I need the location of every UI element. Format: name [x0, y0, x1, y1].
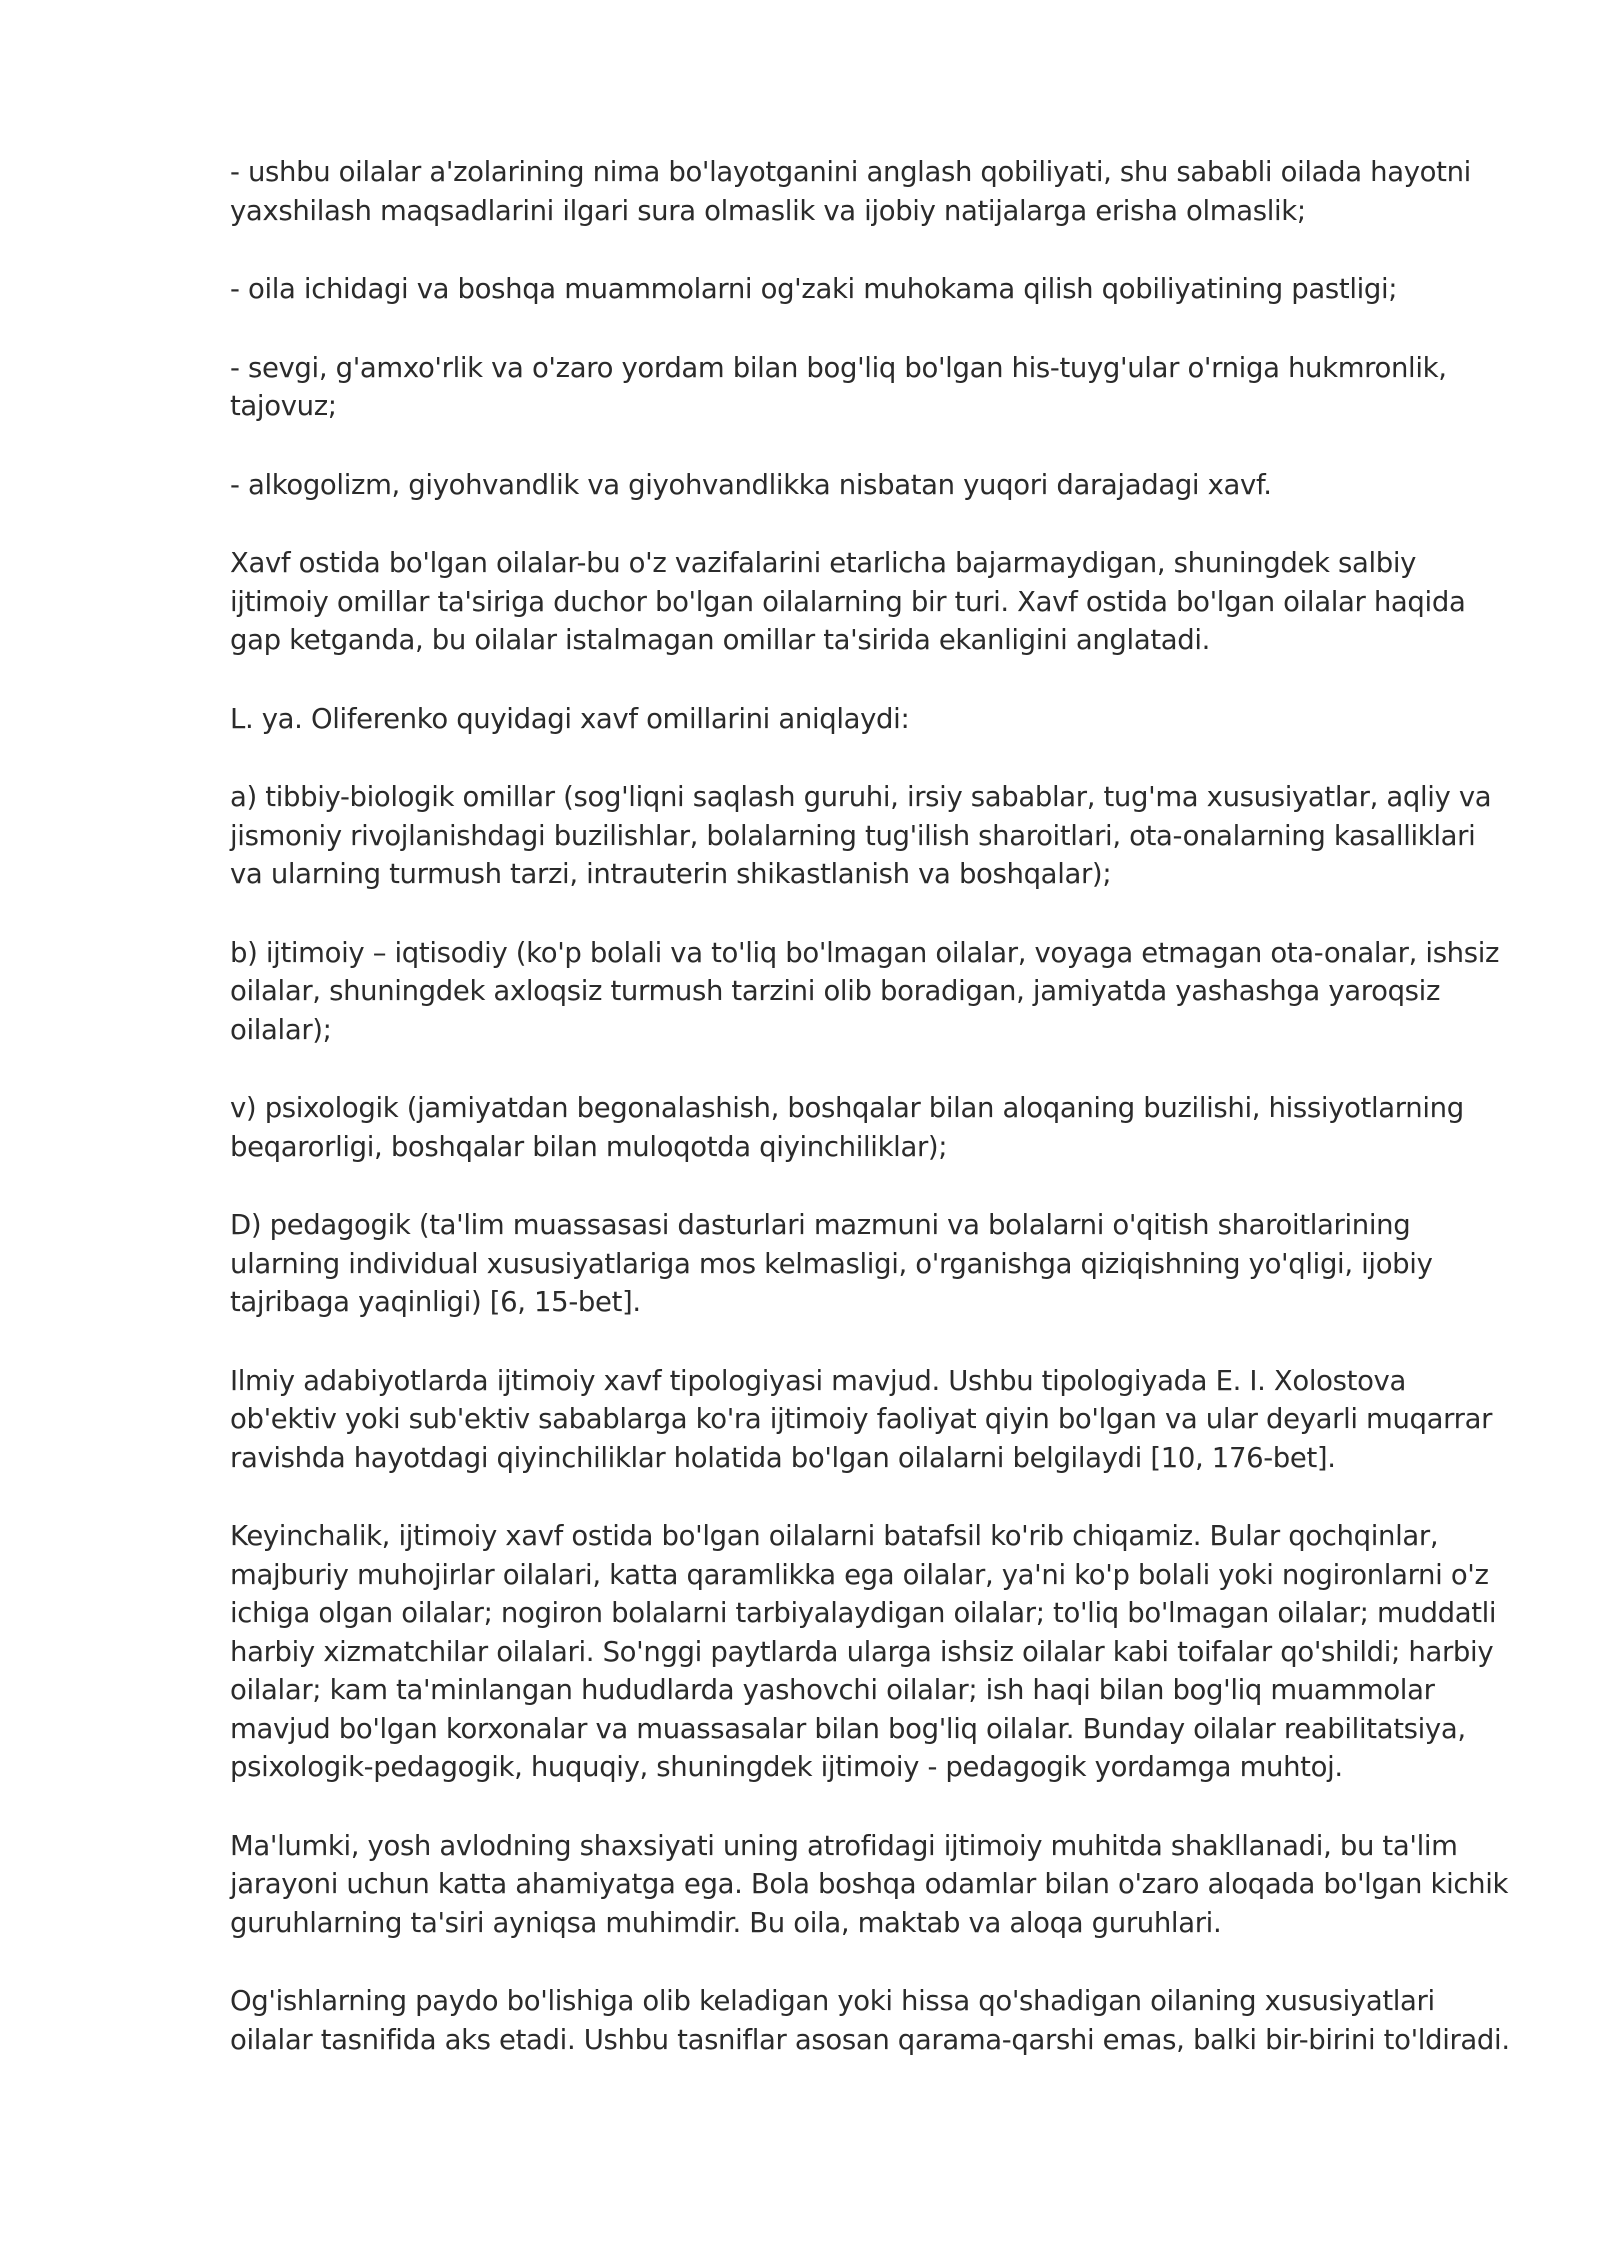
paragraph-3: - sevgi, g'amxo'rlik va o'zaro yordam bilan bog'liq bo'lgan his-tuyg'ular o'rniga hukmronlik, tajovuz; [230, 351, 1447, 422]
paragraph-8: b) ijtimoiy – iqtisodiy (ko'p bolali va to'liq bo'lmagan oilalar, voyaga etmagan ota-onalar, ishsiz oilalar, shuningdek axloqsiz turmush tarzini olib boradigan, jamiyatda yashashga yaroqsiz oilalar); [230, 936, 1500, 1046]
paragraph-13: Ma'lumki, yosh avlodning shaxsiyati uning atrofidagi ijtimoiy muhitda shakllanadi, bu ta'lim jarayoni uchun katta ahamiyatga ega. Bola boshqa odamlar bilan o'zaro aloqada bo'lgan kichik guruhlarning ta'siri ayniqsa muhimdir. Bu oila, maktab va aloqa guruhlari. [230, 1829, 1509, 1939]
paragraph-10: D) pedagogik (ta'lim muassasasi dasturlari mazmuni va bolalarni o'qitish sharoitlarining ularning individual xususiyatlariga mos kelmasligi, o'rganishga qiziqishning yo'qligi, ijobiy tajribaga yaqinligi) [6, 15-bet]. [230, 1209, 1433, 1318]
paragraph-2: - oila ichidagi va boshqa muammolarni og'zaki muhokama qilish qobiliyatining pastligi; [230, 273, 1398, 305]
paragraph-5: Xavf ostida bo'lgan oilalar-bu o'z vazifalarini etarlicha bajarmaydigan, shuningdek salbiy ijtimoiy omillar ta'siriga duchor bo'lgan oilalarning bir turi. Xavf ostida bo'lgan oilalar haqida gap ketganda, bu oilalar istalmagan omillar ta'sirida ekanligini anglatadi. [230, 547, 1466, 656]
document-body [230, 153, 1510, 2099]
paragraph-14: Og'ishlarning paydo bo'lishiga olib keladigan yoki hissa qo'shadigan oilaning xususiyatlari oilalar tasnifida aks etadi. Ushbu tasniflar asosan qarama-qarshi emas, balki bir-birini to'ldiradi. [230, 1985, 1510, 2056]
paragraph-11: Ilmiy adabiyotlarda ijtimoiy xavf tipologiyasi mavjud. Ushbu tipologiyada E. I. Xolostova ob'ektiv yoki sub'ektiv sabablarga ko'ra ijtimoiy faoliyat qiyin bo'lgan va ular deyarli muqarrar ravishda hayotdagi qiyinchiliklar holatida bo'lgan oilalarni belgilaydi [10, 176-bet]. [230, 1364, 1493, 1474]
paragraph-9: v) psixologik (jamiyatdan begonalashish, boshqalar bilan aloqaning buzilishi, hissiyotlarning beqarorligi, boshqalar bilan muloqotda qiyinchiliklar); [230, 1092, 1464, 1163]
paragraph-7: a) tibbiy-biologik omillar (sog'liqni saqlash guruhi, irsiy sabablar, tug'ma xususiyatlar, aqliy va jismoniy rivojlanishdagi buzilishlar, bolalarning tug'ilish sharoitlari, ota-onalarning kasalliklari va ularning turmush tarzi, intrauterin shikastlanish va boshqalar); [230, 781, 1492, 890]
paragraph-1: - ushbu oilalar a'zolarining nima bo'layotganini anglash qobiliyati, shu sababli oilada hayotni yaxshilash maqsadlarini ilgari sura olmaslik va ijobiy natijalarga erisha olmaslik; [230, 156, 1471, 227]
paragraph-6: L. ya. Oliferenko quyidagi xavf omillarini aniqlaydi: [230, 702, 910, 735]
paragraph-12: Keyinchalik, ijtimoiy xavf ostida bo'lgan oilalarni batafsil ko'rib chiqamiz. Bular qochqinlar, majburiy muhojirlar oilalari, katta qaramlikka ega oilalar, ya'ni ko'p bolali yoki nogironlarni o'z ichiga olgan oilalar; nogiron bolalarni tarbiyalaydigan oilalar; to'liq bo'lmagan oilalar; muddatli harbiy xizmatchilar oilalari. So'nggi paytlarda ularga ishsiz oilalar kabi toifalar qo'shildi; harbiy oilalar; kam ta'minlangan hududlarda yashovchi oilalar; ish haqi bilan bog'liq muammolar mavjud bo'lgan korxonalar va muassasalar bilan bog'liq oilalar. Bunday oilalar reabilitatsiya, psixologik-pedagogik, huquqiy, shuningdek ijtimoiy - pedagogik yordamga muhtoj. [230, 1520, 1497, 1783]
paragraph-4: - alkogolizm, giyohvandlik va giyohvandlikka nisbatan yuqori darajadagi xavf. [230, 468, 1272, 501]
